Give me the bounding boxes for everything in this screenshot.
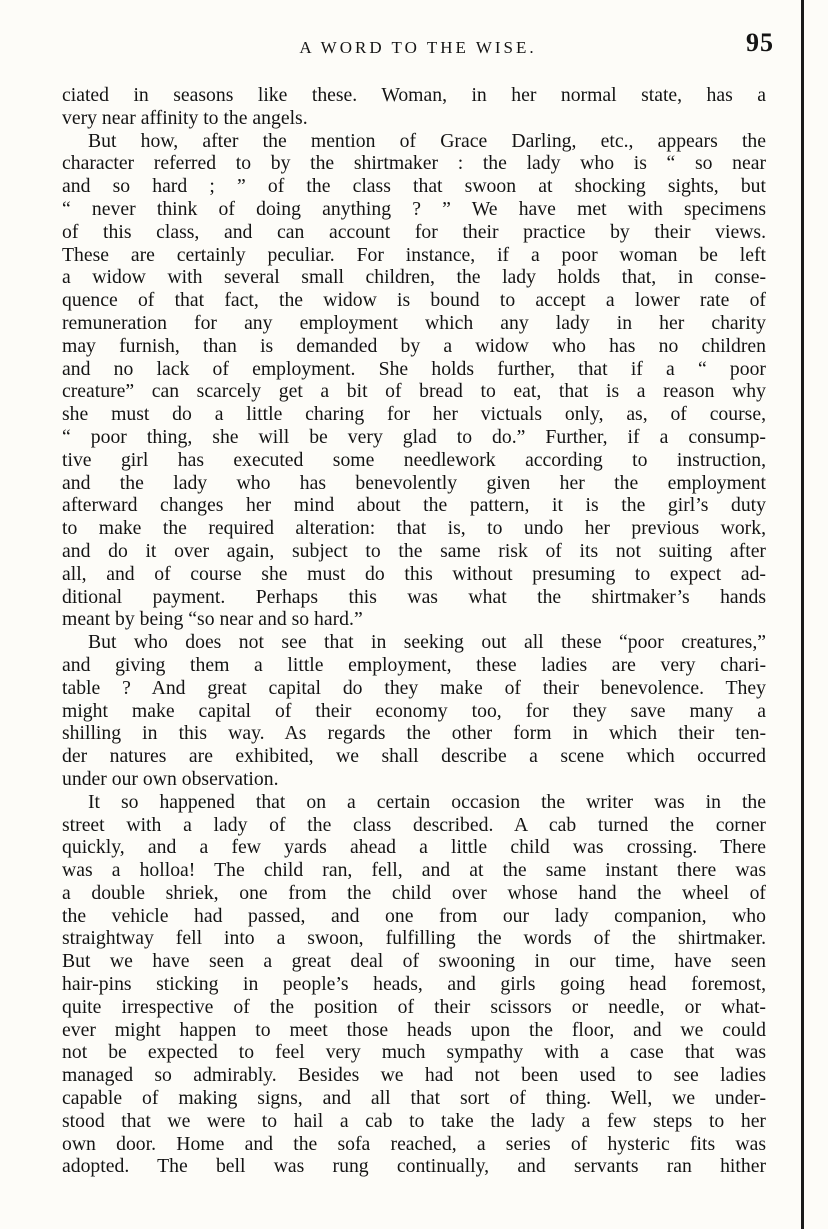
text-line: a widow with several small children, the lady holds that, in conse- [62,266,766,289]
text-line: and giving them a little employment, these ladies are very chari- [62,653,766,676]
text-line: remuneration for any employment which any lady in her charity [62,311,766,334]
text-line: ciated in seasons like these. Woman, in her normal state, has a [62,84,766,106]
page-number: 95 [746,28,774,57]
text-line: quickly, and a few yards ahead a little child was crossing. There [62,836,766,859]
text-line: character referred to by the shirtmaker : the lady who is “ so near [62,152,766,175]
text-line: But we have seen a great deal of swooning in our time, have seen [62,950,766,973]
text-line: under our own observation. [62,767,279,790]
page-header [62,28,774,68]
text-line: afterward changes her mind about the pattern, it is the girl’s duty [62,494,766,517]
text-line: meant by being “so near and so hard.” [62,608,363,631]
text-line: not be expected to feel very much sympathy with a case that was [62,1041,766,1064]
text-line: capable of making signs, and all that sort of thing. Well, we under- [62,1087,766,1110]
body-text [62,84,766,1178]
text-line: might make capital of their economy too, for they save many a [62,699,766,722]
text-line: But how, after the mention of Grace Darling, etc., appears the [88,129,766,152]
text-line: These are certainly peculiar. For instance, if a poor woman be left [62,243,766,266]
text-line: she must do a little charing for her victuals only, as, of course, [62,403,766,426]
text-line: of this class, and can account for their practice by their views. [62,220,766,243]
text-line: shilling in this way. As regards the other form in which their ten- [62,722,766,745]
text-line: a double shriek, one from the child over whose hand the wheel of [62,881,766,904]
text-line: “ poor thing, she will be very glad to do.” Further, if a consump- [62,425,766,448]
text-line: “ never think of doing anything ? ” We have met with specimens [62,197,766,220]
text-line: street with a lady of the class described. A cab turned the corner [62,813,766,836]
text-line: and do it over again, subject to the same risk of its not suiting after [62,539,766,562]
text-line: der natures are exhibited, we shall describe a scene which occurred [62,745,766,768]
text-line: and the lady who has benevolently given her the employment [62,471,766,494]
text-line: and so hard ; ” of the class that swoon at shocking sights, but [62,175,766,198]
text-line: the vehicle had passed, and one from our lady companion, who [62,904,766,927]
text-line: own door. Home and the sofa reached, a series of hysteric fits was [62,1132,766,1155]
text-line: tive girl has executed some needlework according to instruction, [62,448,766,471]
text-line: table ? And great capital do they make of their benevolence. They [62,676,766,699]
text-line: straightway fell into a swoon, fulfilling the words of the shirtmaker. [62,927,766,950]
text-line: to make the required alteration: that is, to undo her previous work, [62,517,766,540]
text-line: may furnish, than is demanded by a widow who has no children [62,334,766,357]
text-line: ditional payment. Perhaps this was what the shirtmaker’s hands [62,585,766,608]
text-line: was a holloa! The child ran, fell, and at the same instant there was [62,859,766,882]
text-line: hair-pins sticking in people’s heads, and girls going head foremost, [62,973,766,996]
text-line: and no lack of employment. She holds further, that if a “ poor [62,357,766,380]
text-line: It so happened that on a certain occasion the writer was in the [88,790,766,813]
running-title: A WORD TO THE WISE. [299,38,537,57]
text-line: quence of that fact, the widow is bound to accept a lower rate of [62,289,766,312]
text-line: But who does not see that in seeking out all these “poor creatures,” [88,631,766,654]
text-line: ever might happen to meet those heads upon the floor, and we could [62,1018,766,1041]
page-edge-rule [801,0,804,1229]
text-line: managed so admirably. Besides we had not been used to see ladies [62,1064,766,1087]
text-line: stood that we were to hail a cab to take the lady a few steps to her [62,1109,766,1132]
text-line: quite irrespective of the position of their scissors or needle, or what- [62,995,766,1018]
text-line: all, and of course she must do this without presuming to expect ad- [62,562,766,585]
text-line: very near affinity to the angels. [62,106,308,129]
text-line: adopted. The bell was rung continually, and servants ran hither [62,1155,766,1178]
text-line: creature” can scarcely get a bit of bread to eat, that is a reason why [62,380,766,403]
